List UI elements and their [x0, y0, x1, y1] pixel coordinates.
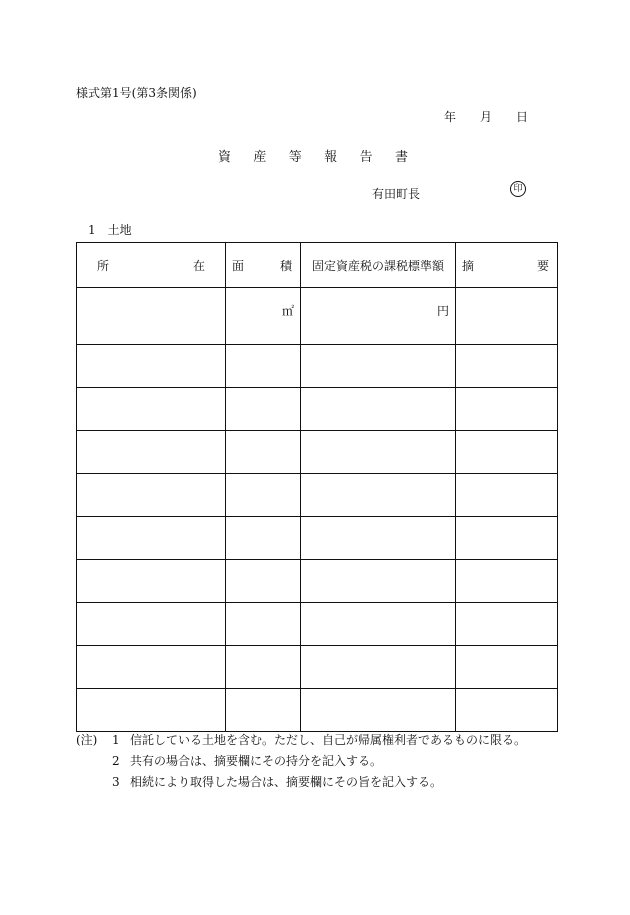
remarks-cell[interactable] — [456, 603, 558, 646]
table-header-row — [77, 243, 558, 288]
location-cell[interactable] — [77, 288, 226, 345]
date-year-label: 年 — [444, 110, 457, 124]
remarks-cell[interactable] — [456, 388, 558, 431]
date-line — [444, 108, 528, 125]
table-row — [77, 646, 558, 689]
table-row — [77, 474, 558, 517]
tax-value-cell[interactable] — [301, 560, 456, 603]
section-heading — [88, 221, 132, 238]
area-cell[interactable] — [226, 431, 301, 474]
table-row — [77, 288, 558, 345]
area-cell[interactable] — [226, 288, 301, 345]
area-cell[interactable] — [226, 345, 301, 388]
date-day-label: 日 — [515, 110, 528, 124]
tax-value-cell[interactable] — [301, 603, 456, 646]
location-cell[interactable] — [77, 646, 226, 689]
table-row — [77, 560, 558, 603]
location-cell[interactable] — [77, 517, 226, 560]
seal-mark-icon: 印 — [510, 181, 526, 197]
location-cell[interactable] — [77, 603, 226, 646]
note-number: 3 — [112, 775, 120, 789]
note-text: 共有の場合は、摘要欄にその持分を記入する。 — [130, 754, 383, 768]
remarks-cell[interactable] — [456, 288, 558, 345]
remarks-cell[interactable] — [456, 431, 558, 474]
location-cell[interactable] — [77, 388, 226, 431]
title-char: 書 — [394, 150, 408, 165]
note-text: 相続により取得した場合は、摘要欄にその旨を記入する。 — [130, 775, 443, 789]
location-cell[interactable] — [77, 689, 226, 732]
location-cell[interactable] — [77, 431, 226, 474]
notes — [76, 730, 526, 793]
title-char: 等 — [288, 150, 302, 165]
note-item — [76, 772, 526, 793]
area-cell[interactable] — [226, 689, 301, 732]
area-cell[interactable] — [226, 517, 301, 560]
title-char: 告 — [359, 150, 373, 165]
tax-value-cell[interactable] — [301, 689, 456, 732]
table-row — [77, 431, 558, 474]
area-cell[interactable] — [226, 388, 301, 431]
section-label: 土地 — [107, 223, 132, 237]
location-cell[interactable] — [77, 560, 226, 603]
table-row — [77, 388, 558, 431]
header-area-char: 積 — [279, 258, 292, 273]
location-cell[interactable] — [77, 345, 226, 388]
area-cell[interactable] — [226, 474, 301, 517]
title-char: 産 — [253, 150, 267, 165]
tax-value-cell[interactable] — [301, 288, 456, 345]
table-row — [77, 345, 558, 388]
tax-value-cell[interactable] — [301, 388, 456, 431]
header-area — [226, 243, 301, 288]
remarks-cell[interactable] — [456, 345, 558, 388]
title-char: 報 — [324, 150, 338, 165]
area-cell[interactable] — [226, 560, 301, 603]
area-cell[interactable] — [226, 646, 301, 689]
tax-value-cell[interactable] — [301, 431, 456, 474]
remarks-cell[interactable] — [456, 689, 558, 732]
note-text: 信託している土地を含む。ただし、自己が帰属権利者であるものに限る。 — [130, 733, 527, 747]
note-indent — [76, 772, 112, 793]
title-char: 資 — [218, 150, 232, 165]
note-item — [76, 730, 526, 751]
tax-value-unit: 円 — [436, 304, 449, 318]
header-remarks — [456, 243, 558, 288]
section-number: 1 — [88, 223, 96, 237]
remarks-cell[interactable] — [456, 560, 558, 603]
table-row — [77, 603, 558, 646]
note-number: 2 — [112, 754, 120, 768]
note-indent — [76, 751, 112, 772]
tax-value-cell[interactable] — [301, 517, 456, 560]
tax-value-cell[interactable] — [301, 646, 456, 689]
note-number: 1 — [112, 733, 120, 747]
header-tax-value-label: 固定資産税の課税標準額 — [311, 258, 444, 273]
addressee: 有田町長 — [372, 187, 421, 201]
notes-lead: (注) — [76, 733, 98, 747]
header-location-char: 在 — [192, 258, 205, 273]
remarks-cell[interactable] — [456, 474, 558, 517]
area-unit: ㎡ — [281, 304, 294, 318]
table-row — [77, 517, 558, 560]
remarks-cell[interactable] — [456, 646, 558, 689]
location-cell[interactable] — [77, 474, 226, 517]
date-month-label: 月 — [479, 110, 492, 124]
header-area-char: 面 — [232, 258, 245, 273]
tax-value-cell[interactable] — [301, 345, 456, 388]
table-row — [77, 689, 558, 732]
header-tax-value — [301, 243, 456, 288]
header-remarks-char: 要 — [536, 258, 549, 273]
header-remarks-char: 摘 — [462, 258, 475, 273]
area-cell[interactable] — [226, 603, 301, 646]
land-table — [76, 242, 558, 732]
remarks-cell[interactable] — [456, 517, 558, 560]
form-number: 様式第1号(第3条関係) — [76, 86, 197, 100]
header-location-char: 所 — [97, 258, 110, 273]
note-item — [76, 751, 526, 772]
header-location — [77, 243, 226, 288]
tax-value-cell[interactable] — [301, 474, 456, 517]
document-title — [218, 146, 408, 165]
